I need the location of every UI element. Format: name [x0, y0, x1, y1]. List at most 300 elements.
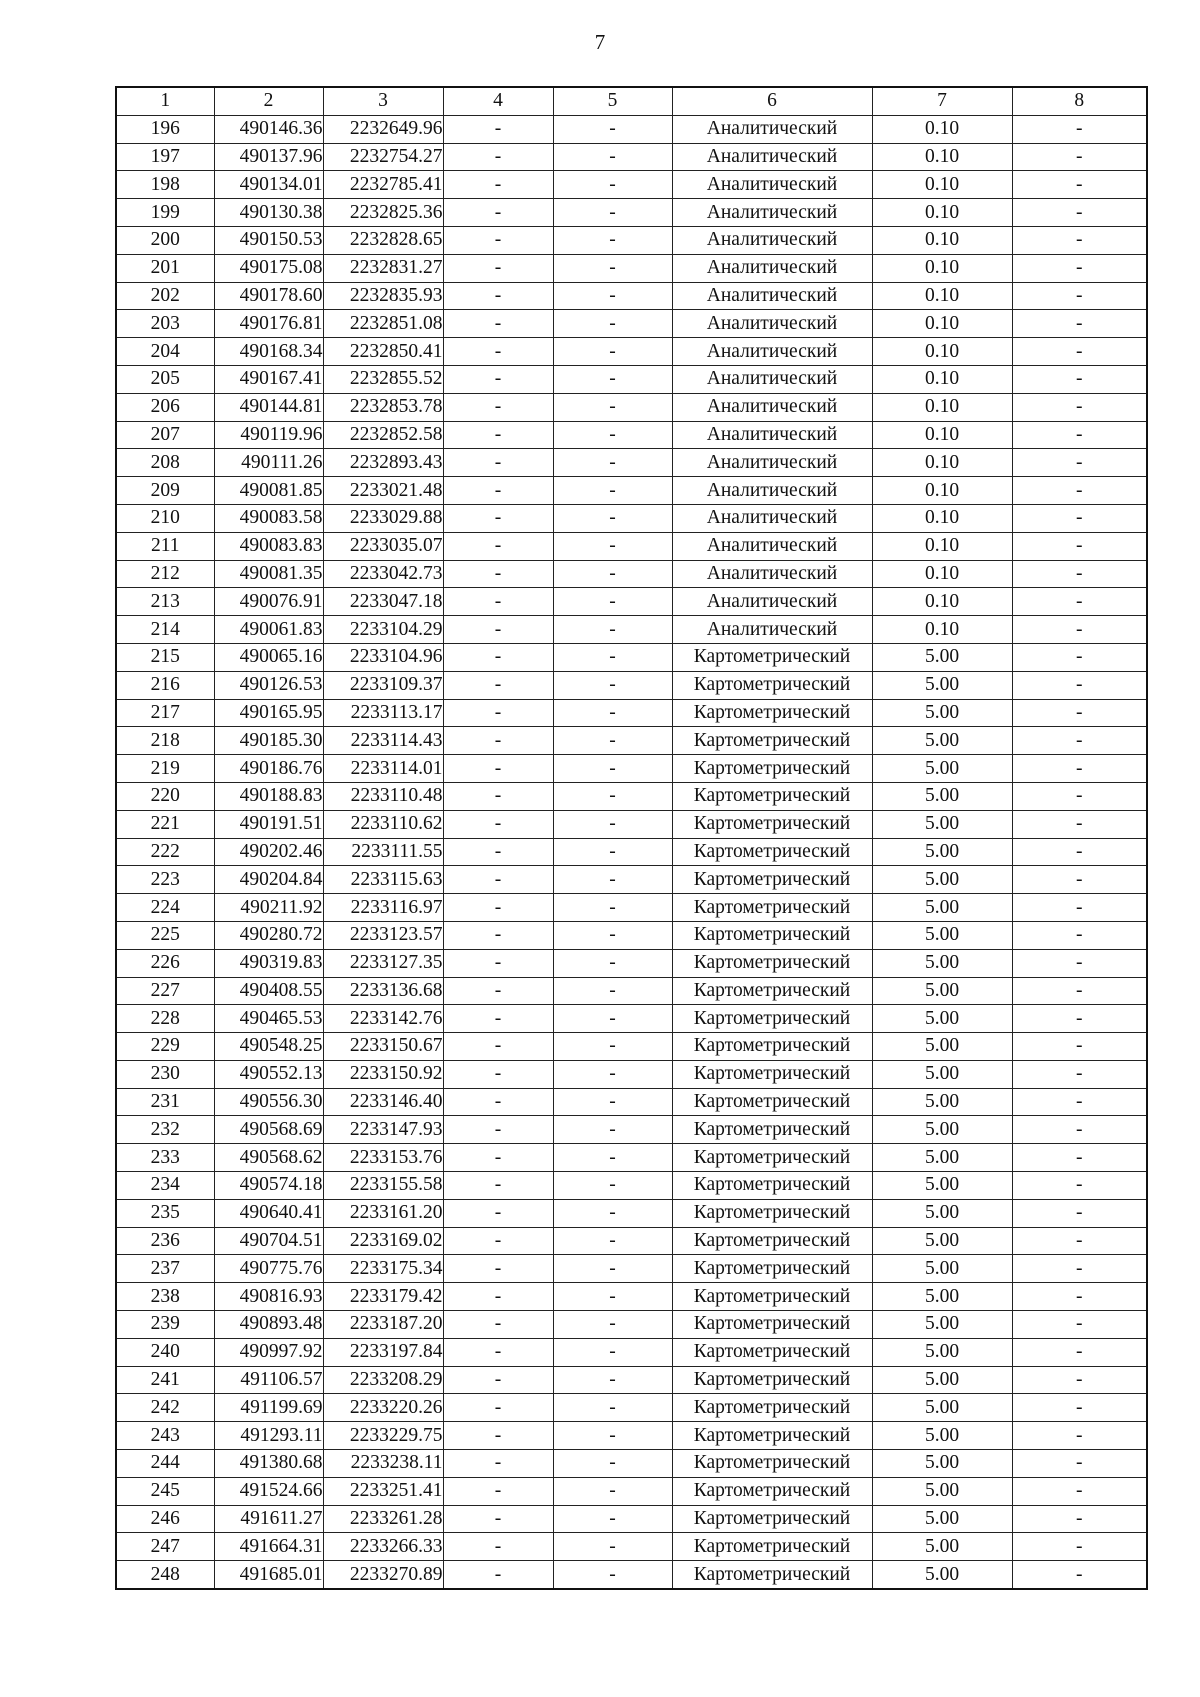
column-5-cell: - — [553, 1060, 672, 1088]
x-coordinate-cell: 490568.62 — [214, 1144, 323, 1172]
column-5-cell: - — [553, 671, 672, 699]
accuracy-cell: 5.00 — [872, 1005, 1012, 1033]
accuracy-cell: 5.00 — [872, 810, 1012, 838]
column-5-cell: - — [553, 226, 672, 254]
column-8-cell: - — [1012, 838, 1147, 866]
table-row — [116, 449, 1147, 477]
column-5-cell: - — [553, 1283, 672, 1311]
column-4-cell: - — [443, 838, 553, 866]
page-number: 7 — [594, 30, 606, 54]
method-cell: Картометрический — [672, 1338, 872, 1366]
column-4-cell: - — [443, 1450, 553, 1478]
column-8-cell: - — [1012, 1227, 1147, 1255]
table-row — [116, 1311, 1147, 1339]
accuracy-cell: 5.00 — [872, 1227, 1012, 1255]
column-header: 1 — [116, 87, 214, 115]
x-coordinate-cell: 490083.58 — [214, 504, 323, 532]
column-5-cell: - — [553, 616, 672, 644]
y-coordinate-cell: 2233029.88 — [323, 504, 443, 532]
method-cell: Картометрический — [672, 866, 872, 894]
column-5-cell: - — [553, 1505, 672, 1533]
y-coordinate-cell: 2233251.41 — [323, 1477, 443, 1505]
column-5-cell: - — [553, 254, 672, 282]
column-8-cell: - — [1012, 421, 1147, 449]
method-cell: Картометрический — [672, 810, 872, 838]
column-5-cell: - — [553, 477, 672, 505]
x-coordinate-cell: 490408.55 — [214, 977, 323, 1005]
method-cell: Аналитический — [672, 171, 872, 199]
y-coordinate-cell: 2233150.67 — [323, 1033, 443, 1061]
x-coordinate-cell: 490178.60 — [214, 282, 323, 310]
x-coordinate-cell: 490556.30 — [214, 1088, 323, 1116]
accuracy-cell: 0.10 — [872, 421, 1012, 449]
table-row — [116, 810, 1147, 838]
point-number-cell: 206 — [116, 393, 214, 421]
method-cell: Аналитический — [672, 421, 872, 449]
column-8-cell: - — [1012, 1199, 1147, 1227]
point-number-cell: 225 — [116, 921, 214, 949]
column-8-cell: - — [1012, 1477, 1147, 1505]
column-4-cell: - — [443, 1477, 553, 1505]
table-row — [116, 588, 1147, 616]
column-8-cell: - — [1012, 1116, 1147, 1144]
x-coordinate-cell: 490119.96 — [214, 421, 323, 449]
column-5-cell: - — [553, 282, 672, 310]
y-coordinate-cell: 2232831.27 — [323, 254, 443, 282]
x-coordinate-cell: 490574.18 — [214, 1172, 323, 1200]
column-4-cell: - — [443, 671, 553, 699]
point-number-cell: 203 — [116, 310, 214, 338]
column-8-cell: - — [1012, 1533, 1147, 1561]
x-coordinate-cell: 490319.83 — [214, 949, 323, 977]
column-8-cell: - — [1012, 226, 1147, 254]
accuracy-cell: 5.00 — [872, 1338, 1012, 1366]
method-cell: Картометрический — [672, 1561, 872, 1589]
x-coordinate-cell: 490893.48 — [214, 1311, 323, 1339]
x-coordinate-cell: 490150.53 — [214, 226, 323, 254]
accuracy-cell: 0.10 — [872, 310, 1012, 338]
y-coordinate-cell: 2233047.18 — [323, 588, 443, 616]
column-8-cell: - — [1012, 1033, 1147, 1061]
accuracy-cell: 0.10 — [872, 143, 1012, 171]
table-row — [116, 755, 1147, 783]
x-coordinate-cell: 490188.83 — [214, 782, 323, 810]
x-coordinate-cell: 490204.84 — [214, 866, 323, 894]
method-cell: Аналитический — [672, 477, 872, 505]
y-coordinate-cell: 2233136.68 — [323, 977, 443, 1005]
column-4-cell: - — [443, 949, 553, 977]
column-8-cell: - — [1012, 866, 1147, 894]
accuracy-cell: 0.10 — [872, 338, 1012, 366]
y-coordinate-cell: 2232853.78 — [323, 393, 443, 421]
table-row — [116, 1533, 1147, 1561]
x-coordinate-cell: 491380.68 — [214, 1450, 323, 1478]
method-cell: Картометрический — [672, 1450, 872, 1478]
y-coordinate-cell: 2232851.08 — [323, 310, 443, 338]
table-row — [116, 199, 1147, 227]
column-4-cell: - — [443, 1283, 553, 1311]
accuracy-cell: 5.00 — [872, 1561, 1012, 1589]
y-coordinate-cell: 2233104.29 — [323, 616, 443, 644]
method-cell: Картометрический — [672, 1311, 872, 1339]
column-5-cell: - — [553, 338, 672, 366]
column-8-cell: - — [1012, 1422, 1147, 1450]
column-5-cell: - — [553, 1311, 672, 1339]
point-number-cell: 215 — [116, 643, 214, 671]
column-8-cell: - — [1012, 477, 1147, 505]
column-8-cell: - — [1012, 504, 1147, 532]
column-8-cell: - — [1012, 254, 1147, 282]
column-8-cell: - — [1012, 115, 1147, 143]
table-row — [116, 782, 1147, 810]
column-4-cell: - — [443, 1533, 553, 1561]
table-header-row — [116, 87, 1147, 115]
accuracy-cell: 5.00 — [872, 1172, 1012, 1200]
column-4-cell: - — [443, 254, 553, 282]
table-row — [116, 1033, 1147, 1061]
coordinates-table — [115, 86, 1148, 1590]
accuracy-cell: 0.10 — [872, 115, 1012, 143]
column-5-cell: - — [553, 1477, 672, 1505]
table-row — [116, 1283, 1147, 1311]
column-5-cell: - — [553, 838, 672, 866]
column-5-cell: - — [553, 1450, 672, 1478]
y-coordinate-cell: 2232850.41 — [323, 338, 443, 366]
column-8-cell: - — [1012, 949, 1147, 977]
y-coordinate-cell: 2233175.34 — [323, 1255, 443, 1283]
x-coordinate-cell: 490130.38 — [214, 199, 323, 227]
x-coordinate-cell: 490211.92 — [214, 894, 323, 922]
table-row — [116, 1477, 1147, 1505]
method-cell: Картометрический — [672, 699, 872, 727]
column-4-cell: - — [443, 1338, 553, 1366]
column-8-cell: - — [1012, 1366, 1147, 1394]
column-header: 6 — [672, 87, 872, 115]
accuracy-cell: 5.00 — [872, 755, 1012, 783]
x-coordinate-cell: 490185.30 — [214, 727, 323, 755]
point-number-cell: 223 — [116, 866, 214, 894]
x-coordinate-cell: 490816.93 — [214, 1283, 323, 1311]
column-8-cell: - — [1012, 1088, 1147, 1116]
column-4-cell: - — [443, 1505, 553, 1533]
accuracy-cell: 0.10 — [872, 282, 1012, 310]
table-row — [116, 727, 1147, 755]
accuracy-cell: 5.00 — [872, 1366, 1012, 1394]
method-cell: Картометрический — [672, 1533, 872, 1561]
column-5-cell: - — [553, 643, 672, 671]
accuracy-cell: 0.10 — [872, 226, 1012, 254]
column-8-cell: - — [1012, 532, 1147, 560]
point-number-cell: 234 — [116, 1172, 214, 1200]
accuracy-cell: 5.00 — [872, 1255, 1012, 1283]
column-4-cell: - — [443, 1144, 553, 1172]
table-row — [116, 949, 1147, 977]
column-4-cell: - — [443, 504, 553, 532]
accuracy-cell: 5.00 — [872, 1060, 1012, 1088]
method-cell: Картометрический — [672, 1227, 872, 1255]
column-4-cell: - — [443, 1005, 553, 1033]
column-header: 3 — [323, 87, 443, 115]
column-5-cell: - — [553, 1394, 672, 1422]
column-4-cell: - — [443, 1422, 553, 1450]
table-row — [116, 1366, 1147, 1394]
method-cell: Картометрический — [672, 727, 872, 755]
accuracy-cell: 0.10 — [872, 560, 1012, 588]
point-number-cell: 236 — [116, 1227, 214, 1255]
point-number-cell: 242 — [116, 1394, 214, 1422]
y-coordinate-cell: 2233266.33 — [323, 1533, 443, 1561]
column-4-cell: - — [443, 199, 553, 227]
accuracy-cell: 0.10 — [872, 449, 1012, 477]
column-5-cell: - — [553, 894, 672, 922]
column-5-cell: - — [553, 1338, 672, 1366]
x-coordinate-cell: 491199.69 — [214, 1394, 323, 1422]
x-coordinate-cell: 490076.91 — [214, 588, 323, 616]
accuracy-cell: 5.00 — [872, 1033, 1012, 1061]
method-cell: Картометрический — [672, 1172, 872, 1200]
table-row — [116, 1116, 1147, 1144]
method-cell: Аналитический — [672, 143, 872, 171]
column-5-cell: - — [553, 310, 672, 338]
table-row — [116, 894, 1147, 922]
table-row — [116, 1394, 1147, 1422]
column-4-cell: - — [443, 115, 553, 143]
column-8-cell: - — [1012, 921, 1147, 949]
column-5-cell: - — [553, 1227, 672, 1255]
accuracy-cell: 5.00 — [872, 1422, 1012, 1450]
column-4-cell: - — [443, 588, 553, 616]
table-row — [116, 643, 1147, 671]
x-coordinate-cell: 490126.53 — [214, 671, 323, 699]
column-8-cell: - — [1012, 977, 1147, 1005]
column-4-cell: - — [443, 1311, 553, 1339]
table-row — [116, 977, 1147, 1005]
accuracy-cell: 5.00 — [872, 1505, 1012, 1533]
method-cell: Картометрический — [672, 1283, 872, 1311]
method-cell: Аналитический — [672, 365, 872, 393]
y-coordinate-cell: 2233123.57 — [323, 921, 443, 949]
accuracy-cell: 5.00 — [872, 838, 1012, 866]
method-cell: Картометрический — [672, 1255, 872, 1283]
column-8-cell: - — [1012, 1338, 1147, 1366]
column-8-cell: - — [1012, 699, 1147, 727]
x-coordinate-cell: 490146.36 — [214, 115, 323, 143]
table-row — [116, 1505, 1147, 1533]
method-cell: Аналитический — [672, 338, 872, 366]
table-row — [116, 421, 1147, 449]
column-4-cell: - — [443, 727, 553, 755]
x-coordinate-cell: 491524.66 — [214, 1477, 323, 1505]
y-coordinate-cell: 2233238.11 — [323, 1450, 443, 1478]
table-row — [116, 560, 1147, 588]
x-coordinate-cell: 491106.57 — [214, 1366, 323, 1394]
method-cell: Картометрический — [672, 1005, 872, 1033]
y-coordinate-cell: 2233179.42 — [323, 1283, 443, 1311]
accuracy-cell: 5.00 — [872, 977, 1012, 1005]
accuracy-cell: 5.00 — [872, 643, 1012, 671]
y-coordinate-cell: 2232825.36 — [323, 199, 443, 227]
point-number-cell: 248 — [116, 1561, 214, 1589]
point-number-cell: 213 — [116, 588, 214, 616]
point-number-cell: 205 — [116, 365, 214, 393]
column-4-cell: - — [443, 1172, 553, 1200]
method-cell: Аналитический — [672, 616, 872, 644]
point-number-cell: 246 — [116, 1505, 214, 1533]
method-cell: Аналитический — [672, 254, 872, 282]
point-number-cell: 212 — [116, 560, 214, 588]
x-coordinate-cell: 490280.72 — [214, 921, 323, 949]
method-cell: Картометрический — [672, 949, 872, 977]
accuracy-cell: 5.00 — [872, 671, 1012, 699]
accuracy-cell: 5.00 — [872, 1450, 1012, 1478]
table-row — [116, 1199, 1147, 1227]
point-number-cell: 211 — [116, 532, 214, 560]
column-header: 5 — [553, 87, 672, 115]
table-row — [116, 171, 1147, 199]
method-cell: Картометрический — [672, 1060, 872, 1088]
column-4-cell: - — [443, 866, 553, 894]
column-8-cell: - — [1012, 810, 1147, 838]
x-coordinate-cell: 490081.35 — [214, 560, 323, 588]
point-number-cell: 238 — [116, 1283, 214, 1311]
table-row — [116, 504, 1147, 532]
point-number-cell: 217 — [116, 699, 214, 727]
table-row — [116, 1255, 1147, 1283]
accuracy-cell: 5.00 — [872, 699, 1012, 727]
x-coordinate-cell: 490144.81 — [214, 393, 323, 421]
method-cell: Картометрический — [672, 1477, 872, 1505]
column-4-cell: - — [443, 616, 553, 644]
x-coordinate-cell: 490083.83 — [214, 532, 323, 560]
table-row — [116, 1422, 1147, 1450]
accuracy-cell: 5.00 — [872, 1116, 1012, 1144]
point-number-cell: 232 — [116, 1116, 214, 1144]
accuracy-cell: 0.10 — [872, 532, 1012, 560]
point-number-cell: 241 — [116, 1366, 214, 1394]
column-4-cell: - — [443, 560, 553, 588]
accuracy-cell: 0.10 — [872, 254, 1012, 282]
column-5-cell: - — [553, 699, 672, 727]
column-8-cell: - — [1012, 727, 1147, 755]
column-8-cell: - — [1012, 671, 1147, 699]
point-number-cell: 224 — [116, 894, 214, 922]
x-coordinate-cell: 491293.11 — [214, 1422, 323, 1450]
table-row — [116, 1338, 1147, 1366]
y-coordinate-cell: 2233115.63 — [323, 866, 443, 894]
column-5-cell: - — [553, 1422, 672, 1450]
point-number-cell: 204 — [116, 338, 214, 366]
accuracy-cell: 5.00 — [872, 894, 1012, 922]
y-coordinate-cell: 2233155.58 — [323, 1172, 443, 1200]
point-number-cell: 214 — [116, 616, 214, 644]
point-number-cell: 247 — [116, 1533, 214, 1561]
y-coordinate-cell: 2232785.41 — [323, 171, 443, 199]
column-4-cell: - — [443, 282, 553, 310]
x-coordinate-cell: 490137.96 — [214, 143, 323, 171]
point-number-cell: 207 — [116, 421, 214, 449]
point-number-cell: 219 — [116, 755, 214, 783]
accuracy-cell: 5.00 — [872, 1477, 1012, 1505]
column-4-cell: - — [443, 782, 553, 810]
y-coordinate-cell: 2233114.01 — [323, 755, 443, 783]
column-5-cell: - — [553, 560, 672, 588]
point-number-cell: 228 — [116, 1005, 214, 1033]
column-4-cell: - — [443, 449, 553, 477]
column-5-cell: - — [553, 782, 672, 810]
table-row — [116, 254, 1147, 282]
method-cell: Картометрический — [672, 1199, 872, 1227]
x-coordinate-cell: 490640.41 — [214, 1199, 323, 1227]
x-coordinate-cell: 490997.92 — [214, 1338, 323, 1366]
x-coordinate-cell: 490134.01 — [214, 171, 323, 199]
column-5-cell: - — [553, 421, 672, 449]
column-8-cell: - — [1012, 365, 1147, 393]
column-4-cell: - — [443, 755, 553, 783]
table-row — [116, 115, 1147, 143]
point-number-cell: 208 — [116, 449, 214, 477]
y-coordinate-cell: 2233110.48 — [323, 782, 443, 810]
column-4-cell: - — [443, 699, 553, 727]
column-5-cell: - — [553, 143, 672, 171]
column-5-cell: - — [553, 921, 672, 949]
column-5-cell: - — [553, 866, 672, 894]
column-4-cell: - — [443, 421, 553, 449]
column-5-cell: - — [553, 1199, 672, 1227]
accuracy-cell: 5.00 — [872, 921, 1012, 949]
method-cell: Картометрический — [672, 1088, 872, 1116]
y-coordinate-cell: 2233110.62 — [323, 810, 443, 838]
column-5-cell: - — [553, 1033, 672, 1061]
point-number-cell: 200 — [116, 226, 214, 254]
x-coordinate-cell: 490202.46 — [214, 838, 323, 866]
accuracy-cell: 5.00 — [872, 1144, 1012, 1172]
method-cell: Аналитический — [672, 504, 872, 532]
column-5-cell: - — [553, 532, 672, 560]
y-coordinate-cell: 2233142.76 — [323, 1005, 443, 1033]
x-coordinate-cell: 490168.34 — [214, 338, 323, 366]
column-8-cell: - — [1012, 588, 1147, 616]
column-8-cell: - — [1012, 199, 1147, 227]
method-cell: Аналитический — [672, 115, 872, 143]
column-5-cell: - — [553, 1172, 672, 1200]
column-5-cell: - — [553, 504, 672, 532]
column-4-cell: - — [443, 338, 553, 366]
column-4-cell: - — [443, 171, 553, 199]
method-cell: Картометрический — [672, 671, 872, 699]
y-coordinate-cell: 2233150.92 — [323, 1060, 443, 1088]
point-number-cell: 198 — [116, 171, 214, 199]
column-header: 4 — [443, 87, 553, 115]
y-coordinate-cell: 2232852.58 — [323, 421, 443, 449]
x-coordinate-cell: 490065.16 — [214, 643, 323, 671]
column-4-cell: - — [443, 1033, 553, 1061]
y-coordinate-cell: 2233042.73 — [323, 560, 443, 588]
y-coordinate-cell: 2233111.55 — [323, 838, 443, 866]
y-coordinate-cell: 2233113.17 — [323, 699, 443, 727]
column-5-cell: - — [553, 949, 672, 977]
method-cell: Картометрический — [672, 1505, 872, 1533]
column-8-cell: - — [1012, 1394, 1147, 1422]
y-coordinate-cell: 2233220.26 — [323, 1394, 443, 1422]
method-cell: Аналитический — [672, 449, 872, 477]
point-number-cell: 201 — [116, 254, 214, 282]
column-5-cell: - — [553, 171, 672, 199]
column-5-cell: - — [553, 1255, 672, 1283]
column-5-cell: - — [553, 1366, 672, 1394]
point-number-cell: 239 — [116, 1311, 214, 1339]
column-5-cell: - — [553, 393, 672, 421]
y-coordinate-cell: 2233116.97 — [323, 894, 443, 922]
